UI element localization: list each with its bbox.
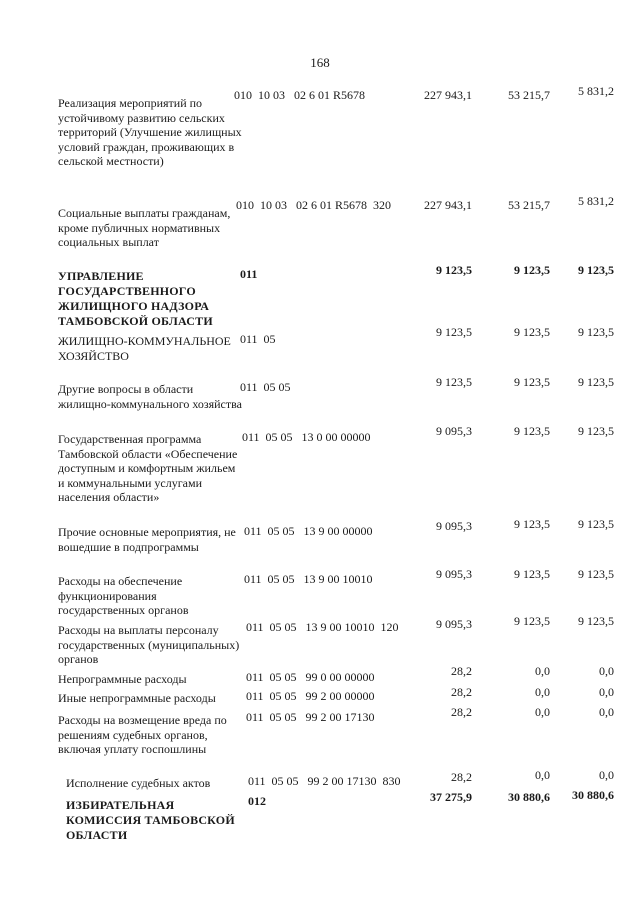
row-value-2: 53 215,7	[508, 88, 550, 102]
row-name: Непрограммные расходы	[58, 672, 187, 686]
row-value-2: 9 123,5	[514, 263, 550, 277]
row-value-1: 9 095,3	[436, 567, 472, 581]
row-value-3: 0,0	[599, 768, 614, 782]
row-value-3: 0,0	[599, 664, 614, 678]
row-name: Расходы на возмещение вреда по решениям судебных органов, включая уплату госпошлины	[58, 713, 227, 756]
row-value-1: 9 095,3	[436, 424, 472, 438]
row-value-1: 9 123,5	[436, 325, 472, 339]
row-value-1: 28,2	[451, 770, 472, 784]
row-value-1: 9 123,5	[436, 375, 472, 389]
row-value-3: 5 831,2	[578, 194, 614, 208]
row-code: 011	[240, 267, 258, 281]
row-value-3: 5 831,2	[578, 84, 614, 98]
row-name: ИЗБИРАТЕЛЬНАЯ КОМИССИЯ ТАМБОВСКОЙ ОБЛАСТИ	[66, 798, 235, 842]
row-code: 011 05 05 99 2 00 00000	[246, 689, 375, 703]
row-value-1: 9 123,5	[436, 263, 472, 277]
row-value-1: 227 943,1	[424, 88, 472, 102]
row-code: 011 05 05 13 9 00 10010	[244, 572, 373, 586]
row-value-3: 0,0	[599, 685, 614, 699]
row-name: Государственная программа Тамбовской области «Обеспечение доступным и комфортным жильем и коммунальными услугами населения области»	[58, 432, 238, 504]
row-value-1: 9 095,3	[436, 519, 472, 533]
row-value-3: 9 123,5	[578, 263, 614, 277]
page-number: 168	[310, 55, 330, 70]
row-code: 011 05 05 99 2 00 17130 830	[248, 774, 401, 788]
row-code: 011 05	[240, 332, 276, 346]
row-code: 012	[248, 794, 266, 808]
row-code: 011 05 05 13 9 00 00000	[244, 524, 373, 538]
row-name: Расходы на выплаты персоналу государственных (муниципальных) органов	[58, 623, 240, 666]
row-name: Прочие основные мероприятия, не вошедшие в подпрограммы	[58, 525, 236, 554]
row-name: Социальные выплаты гражданам, кроме публичных нормативных социальных выплат	[58, 206, 231, 249]
row-code: 011 05 05 13 0 00 00000	[242, 430, 371, 444]
row-value-1: 9 095,3	[436, 617, 472, 631]
row-code: 011 05 05 13 9 00 10010 120	[246, 620, 399, 634]
row-name: УПРАВЛЕНИЕ ГОСУДАРСТВЕННОГО ЖИЛИЩНОГО НАДЗОРА ТАМБОВСКОЙ ОБЛАСТИ	[58, 269, 213, 328]
row-value-2: 9 123,5	[514, 567, 550, 581]
row-value-1: 28,2	[451, 705, 472, 719]
row-value-2: 0,0	[535, 768, 550, 782]
row-value-3: 0,0	[599, 705, 614, 719]
row-value-3: 9 123,5	[578, 614, 614, 628]
row-code: 010 10 03 02 6 01 R5678 320	[236, 198, 392, 212]
row-value-2: 0,0	[535, 685, 550, 699]
row-value-3: 9 123,5	[578, 567, 614, 581]
row-value-2: 9 123,5	[514, 375, 550, 389]
row-value-1: 28,2	[451, 664, 472, 678]
row-value-2: 9 123,5	[514, 424, 550, 438]
row-code: 011 05 05	[240, 380, 291, 394]
row-value-1: 227 943,1	[424, 198, 472, 212]
row-value-2: 0,0	[535, 705, 550, 719]
row-value-1: 37 275,9	[430, 790, 472, 804]
row-value-3: 9 123,5	[578, 325, 614, 339]
row-value-2: 30 880,6	[508, 790, 550, 804]
row-value-3: 9 123,5	[578, 517, 614, 531]
row-code: 011 05 05 99 2 00 17130	[246, 710, 375, 724]
row-value-1: 28,2	[451, 685, 472, 699]
row-value-3: 9 123,5	[578, 375, 614, 389]
row-name: ЖИЛИЩНО-КОММУНАЛЬНОЕ ХОЗЯЙСТВО	[58, 334, 231, 363]
row-code: 011 05 05 99 0 00 00000	[246, 670, 375, 684]
row-name: Реализация мероприятий по устойчивому развитию сельских территорий (Улучшение жилищных условий граждан, проживающих в сельской местности)	[58, 96, 242, 168]
row-value-2: 9 123,5	[514, 517, 550, 531]
row-value-3: 9 123,5	[578, 424, 614, 438]
row-name: Исполнение судебных актов	[66, 776, 211, 790]
row-value-2: 0,0	[535, 664, 550, 678]
row-value-3: 30 880,6	[572, 788, 614, 802]
row-name: Расходы на обеспечение функционирования государственных органов	[58, 574, 189, 617]
row-value-2: 9 123,5	[514, 614, 550, 628]
row-value-2: 53 215,7	[508, 198, 550, 212]
row-name: Иные непрограммные расходы	[58, 691, 216, 705]
row-code: 010 10 03 02 6 01 R5678	[234, 88, 366, 102]
row-name: Другие вопросы в области жилищно-коммунального хозяйства	[58, 382, 242, 411]
row-value-2: 9 123,5	[514, 325, 550, 339]
